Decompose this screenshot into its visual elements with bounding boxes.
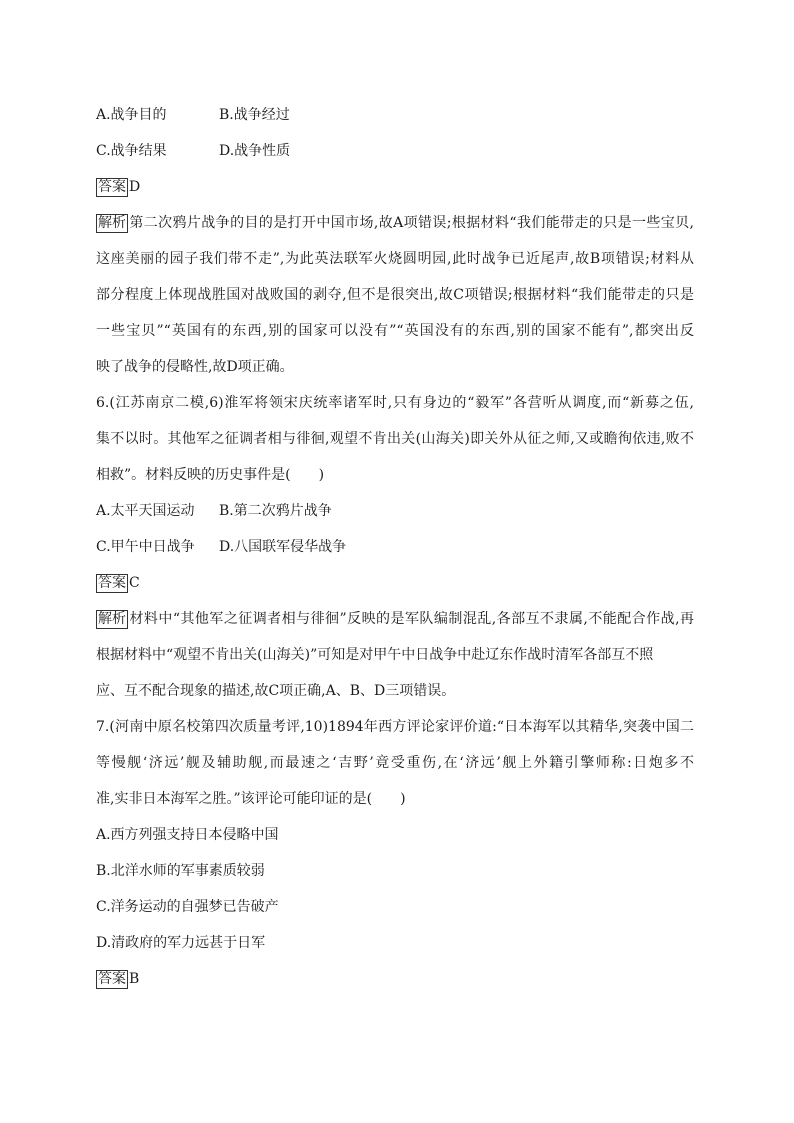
q7-option-b: B.北洋水师的军事素质较弱 — [96, 863, 265, 879]
q7-option-a: A.西方列强支持日本侵略中国 — [96, 827, 279, 843]
q6-analysis-line-3: 应、互不配合现象的描述,故C项正确,A、B、D三项错误。 — [96, 683, 456, 699]
q6-option-d: D.八国联军侵华战争 — [219, 539, 347, 555]
q5-analysis-line-3: 部分程度上体现战胜国对战败国的剥夺,但不是很突出,故C项错误;根据材料“我们能带走的只是 — [96, 287, 694, 303]
q5-analysis-line-1 — [96, 213, 694, 233]
q5-option-c: C.战争结果 — [96, 143, 167, 159]
q5-analysis-line-5: 映了战争的侵略性,故D项正确。 — [96, 359, 294, 375]
q7-stem-line-1: 7.(河南中原名校第四次质量考评,10)1894年西方评论家评价道:“日本海军以其精华,突袭中国二 — [96, 719, 694, 735]
q6-option-c: C.甲午中日战争 — [96, 539, 195, 555]
q6-option-a: A.太平天国运动 — [96, 503, 195, 519]
q5-option-b: B.战争经过 — [219, 107, 290, 123]
q7-option-d: D.清政府的军力远甚于日军 — [96, 935, 266, 951]
q7-option-c: C.洋务运动的自强梦已告破产 — [96, 899, 279, 915]
q7-answer — [96, 969, 139, 989]
q6-answer — [96, 573, 140, 593]
q6-analysis-line-1 — [96, 609, 694, 629]
q5-answer — [96, 177, 140, 197]
q5-option-d: D.战争性质 — [219, 143, 291, 159]
q7-stem-line-3: 准,实非日本海军之胜。”该评论可能印证的是( ) — [96, 791, 406, 807]
analysis-tag: 解析 — [98, 215, 126, 231]
q5-analysis-line-2: 这座美丽的园子我们带不走”,为此英法联军火烧圆明园,此时战争已近尾声,故B项错误;材料从 — [96, 251, 694, 267]
answer-value: D — [129, 179, 141, 195]
answer-value: C — [129, 575, 140, 591]
q6-analysis-line-2: 根据材料中“观望不肯出关(山海关)”可知是对甲午中日战争中赴辽东作战时清军各部互不照 — [96, 647, 654, 663]
analysis-tag: 解析 — [98, 611, 126, 627]
q7-stem-line-2: 等慢舰‘济远’舰及辅助舰,而最速之‘吉野’竟受重伤,在‘济远’舰上外籍引擎师称:日炮多不 — [96, 755, 694, 771]
q5-analysis-line-4: 一些宝贝”“英国有的东西,别的国家可以没有”“英国没有的东西,别的国家不能有”,都突出反 — [96, 323, 694, 339]
answer-value: B — [129, 971, 140, 987]
analysis-text: 材料中“其他军之征调者相与徘徊”反映的是军队编制混乱,各部互不隶属,不能配合作战,再 — [129, 611, 694, 627]
q6-option-b: B.第二次鸦片战争 — [219, 503, 332, 519]
answer-tag: 答案 — [98, 971, 126, 987]
answer-tag: 答案 — [98, 575, 126, 591]
q6-stem-line-1: 6.(江苏南京二模,6)淮军将领宋庆统率诸军时,只有身边的“毅军”各营听从调度,而“新募之伍, — [96, 395, 694, 411]
answer-tag: 答案 — [98, 179, 126, 195]
q6-stem-line-3: 相救”。材料反映的历史事件是( ) — [96, 467, 325, 483]
analysis-text: 第二次鸦片战争的目的是打开中国市场,故A项错误;根据材料“我们能带走的只是一些宝贝, — [129, 215, 694, 231]
q5-option-a: A.战争目的 — [96, 107, 167, 123]
q6-stem-line-2: 集不以时。其他军之征调者相与徘徊,观望不肯出关(山海关)即关外从征之师,又或瞻徇依违,败不 — [96, 431, 694, 447]
